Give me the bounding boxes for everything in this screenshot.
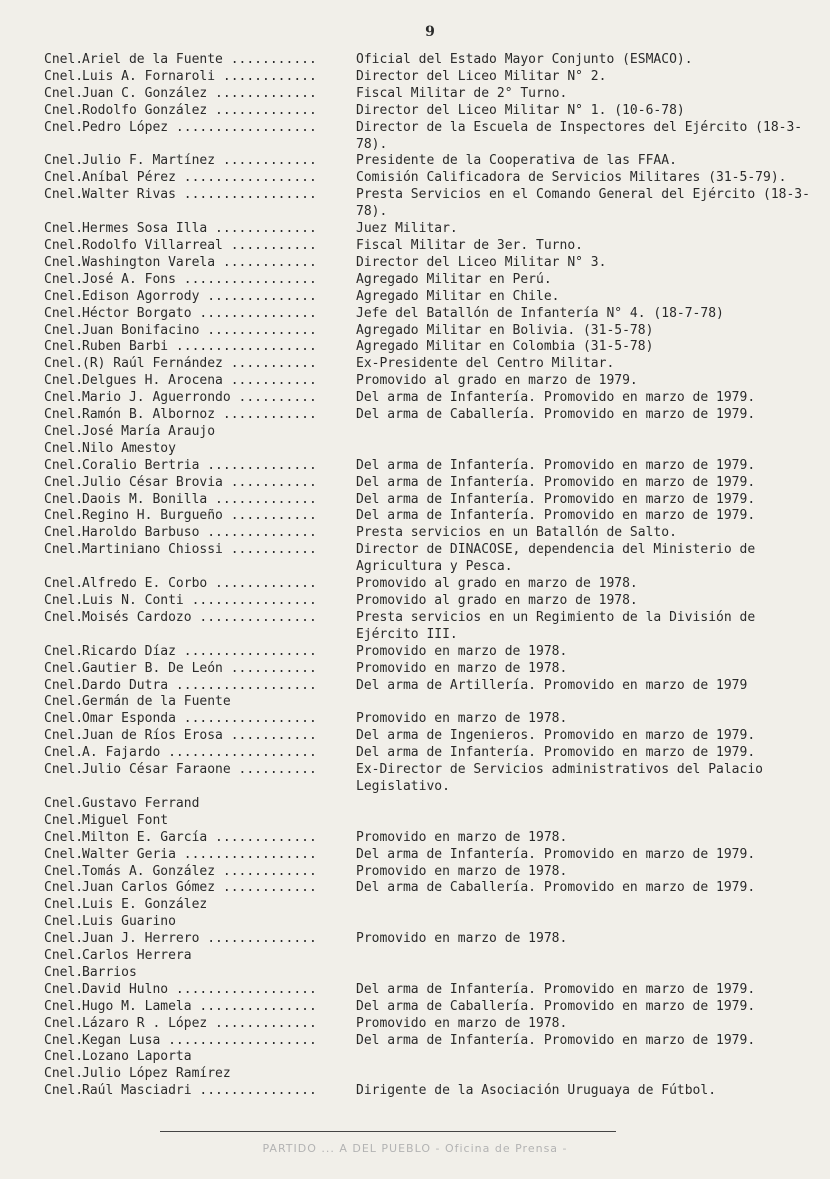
officer-position: Oficial del Estado Mayor Conjunto (ESMACO). xyxy=(356,52,693,67)
officer-name: Rodolfo González ............. xyxy=(82,102,317,118)
officer-name: Juan Carlos Gómez ............ xyxy=(82,880,317,896)
rank-label: Cnel. xyxy=(44,948,84,964)
list-item xyxy=(44,441,816,458)
officer-position: Presta servicios en un Batallón de Salto. xyxy=(356,525,677,541)
officer-position: Del arma de Caballería. Promovido en marzo de 1979. xyxy=(356,407,756,423)
officer-position: Presta servicios en un Regimiento de la División de Ejército III. xyxy=(356,609,756,642)
list-item xyxy=(44,424,816,441)
officer-name: Ramón B. Albornoz ............ xyxy=(82,407,317,423)
officer-position: Agregado Militar en Colombia (31-5-78) xyxy=(356,339,654,355)
footer-rule xyxy=(160,1131,616,1132)
officer-position: Agregado Militar en Bolivia. (31-5-78) xyxy=(356,322,654,338)
list-item xyxy=(44,644,816,661)
officer-name: José María Araujo xyxy=(82,423,216,439)
officer-name: Luis E. González xyxy=(82,897,208,913)
rank-label: Cnel. xyxy=(44,356,84,372)
officer-position: Dirigente de la Asociación Uruguaya de Fútbol. xyxy=(356,1083,717,1099)
list-item xyxy=(44,593,816,610)
officer-name: José A. Fons ................. xyxy=(82,271,317,287)
officer-position: Del arma de Infantería. Promovido en marzo de 1979. xyxy=(356,474,756,490)
officer-name: Julio César Faraone .......... xyxy=(82,762,317,778)
list-item xyxy=(44,678,816,695)
officer-name: Aníbal Pérez ................. xyxy=(82,170,317,186)
officer-name: Hermes Sosa Illa ............. xyxy=(82,221,317,237)
officer-position: Ex-Presidente del Centro Militar. xyxy=(356,356,615,372)
officer-name: Mario J. Aguerrondo .......... xyxy=(82,390,317,406)
list-item xyxy=(44,458,816,475)
officer-position: Del arma de Infantería. Promovido en marzo de 1979. xyxy=(356,508,756,524)
list-item xyxy=(44,813,816,830)
rank-label: Cnel. xyxy=(44,677,84,693)
rank-label: Cnel. xyxy=(44,322,84,338)
list-item xyxy=(44,120,816,154)
list-item xyxy=(44,1016,816,1033)
rank-label: Cnel. xyxy=(44,153,84,169)
officer-name: Nilo Amestoy xyxy=(82,440,176,456)
list-item xyxy=(44,407,816,424)
officer-name: Juan C. González ............. xyxy=(82,85,317,101)
officer-position: Director de la Escuela de Inspectores del Ejército (18-3-78). xyxy=(356,119,803,152)
officer-position: Comisión Calificadora de Servicios Militares (31-5-79). xyxy=(356,170,787,186)
list-item xyxy=(44,711,816,728)
officer-position: Fiscal Militar de 3er. Turno. xyxy=(356,237,583,253)
list-item xyxy=(44,864,816,881)
list-item xyxy=(44,86,816,103)
rank-label: Cnel. xyxy=(44,373,84,389)
officer-position: Promovido en marzo de 1978. xyxy=(356,643,568,659)
officer-position xyxy=(356,897,816,914)
officer-position: Fiscal Militar de 2° Turno. xyxy=(356,85,568,101)
officer-position: Director del Liceo Militar N° 2. xyxy=(356,68,607,84)
rank-label: Cnel. xyxy=(44,643,84,659)
list-item xyxy=(44,542,816,576)
rank-label: Cnel. xyxy=(44,846,84,862)
officer-name: Alfredo E. Corbo ............. xyxy=(82,576,317,592)
officer-name: Coralio Bertria .............. xyxy=(82,457,317,473)
officer-position: Del arma de Infantería. Promovido en marzo de 1979. xyxy=(356,457,756,473)
officer-position: Del arma de Infantería. Promovido en marzo de 1979. xyxy=(356,846,756,862)
officer-name: Gautier B. De León ........... xyxy=(82,660,317,676)
rank-label: Cnel. xyxy=(44,863,84,879)
list-item xyxy=(44,931,816,948)
rank-label: Cnel. xyxy=(44,745,84,761)
rank-label: Cnel. xyxy=(44,102,84,118)
officer-position: Promovido en marzo de 1978. xyxy=(356,1015,568,1031)
list-item xyxy=(44,847,816,864)
list-item xyxy=(44,272,816,289)
officer-position: Director del Liceo Militar N° 3. xyxy=(356,254,607,270)
list-item xyxy=(44,475,816,492)
rank-label: Cnel. xyxy=(44,1066,84,1082)
rank-label: Cnel. xyxy=(44,897,84,913)
officer-position: Promovido en marzo de 1978. xyxy=(356,863,568,879)
officer-name: Juan J. Herrero .............. xyxy=(82,931,317,947)
officer-position: Del arma de Caballería. Promovido en marzo de 1979. xyxy=(356,998,756,1014)
officer-position: Presidente de la Cooperativa de las FFAA. xyxy=(356,153,677,169)
rank-label: Cnel. xyxy=(44,931,84,947)
rank-label: Cnel. xyxy=(44,271,84,287)
list-item xyxy=(44,1083,816,1100)
rank-label: Cnel. xyxy=(44,914,84,930)
list-item xyxy=(44,999,816,1016)
officer-name: Barrios xyxy=(82,964,137,980)
list-item xyxy=(44,897,816,914)
rank-label: Cnel. xyxy=(44,576,84,592)
rank-label: Cnel. xyxy=(44,1015,84,1031)
officer-name: Ruben Barbi .................. xyxy=(82,339,317,355)
officer-name: Haroldo Barbuso .............. xyxy=(82,525,317,541)
list-item xyxy=(44,508,816,525)
officer-name: Edison Agorrody .............. xyxy=(82,288,317,304)
officer-position: Del arma de Infantería. Promovido en marzo de 1979. xyxy=(356,491,756,507)
officer-name: Hugo M. Lamela ............... xyxy=(82,998,317,1014)
list-item xyxy=(44,728,816,745)
officer-name: Germán de la Fuente xyxy=(82,694,231,710)
rank-label: Cnel. xyxy=(44,187,84,203)
list-item xyxy=(44,373,816,390)
officer-name: David Hulno .................. xyxy=(82,981,317,997)
officer-name: Lázaro R . López ............. xyxy=(82,1015,317,1031)
rank-label: Cnel. xyxy=(44,440,84,456)
list-item xyxy=(44,830,816,847)
list-item xyxy=(44,745,816,762)
officer-name: Miguel Font xyxy=(82,812,169,828)
rank-label: Cnel. xyxy=(44,525,84,541)
rank-label: Cnel. xyxy=(44,85,84,101)
officer-position: Promovido en marzo de 1978. xyxy=(356,931,568,947)
officer-name: Luis Guarino xyxy=(82,914,176,930)
officer-name: Rodolfo Villarreal ........... xyxy=(82,237,317,253)
officer-position: Ex-Director de Servicios administrativos del Palacio Legislativo. xyxy=(356,762,763,794)
list-item xyxy=(44,610,816,644)
rank-label: Cnel. xyxy=(44,170,84,186)
officer-name: Julio López Ramírez xyxy=(82,1066,231,1082)
officer-name: Ricardo Díaz ................. xyxy=(82,643,317,659)
officer-position xyxy=(356,1066,816,1083)
officer-name: Lozano Laporta xyxy=(82,1049,192,1065)
page-number: 9 xyxy=(425,24,435,40)
officer-name: A. Fajardo ................... xyxy=(82,745,317,761)
officer-name: Carlos Herrera xyxy=(82,948,192,964)
officer-name: Washington Varela ............ xyxy=(82,254,317,270)
officer-name: Dardo Dutra .................. xyxy=(82,677,317,693)
officer-name: Moisés Cardozo ............... xyxy=(82,609,317,625)
officer-position xyxy=(356,796,816,813)
rank-label: Cnel. xyxy=(44,288,84,304)
rank-label: Cnel. xyxy=(44,711,84,727)
officer-position xyxy=(356,813,816,830)
list-item xyxy=(44,796,816,813)
officer-position: Del arma de Infantería. Promovido en marzo de 1979. xyxy=(356,981,756,997)
officer-position: Del arma de Caballería. Promovido en marzo de 1979. xyxy=(356,880,756,896)
rank-label: Cnel. xyxy=(44,762,84,778)
officer-name: (R) Raúl Fernández ........... xyxy=(82,356,317,372)
list-item xyxy=(44,576,816,593)
officer-position xyxy=(356,441,816,458)
list-item xyxy=(44,356,816,373)
officer-name: Delgues H. Arocena ........... xyxy=(82,373,317,389)
list-item xyxy=(44,238,816,255)
list-item xyxy=(44,323,816,340)
list-item xyxy=(44,390,816,407)
officer-position xyxy=(356,694,816,711)
list-item xyxy=(44,103,816,120)
officer-position xyxy=(356,914,816,931)
officer-name: Gustavo Ferrand xyxy=(82,795,200,811)
officer-name: Ariel de la Fuente ........... xyxy=(82,52,317,67)
officer-position xyxy=(356,424,816,441)
rank-label: Cnel. xyxy=(44,305,84,321)
list-item xyxy=(44,187,816,221)
list-item xyxy=(44,694,816,711)
list-item xyxy=(44,170,816,187)
list-item xyxy=(44,948,816,965)
officer-position: Promovido al grado en marzo de 1978. xyxy=(356,593,638,608)
rank-label: Cnel. xyxy=(44,491,84,507)
rank-label: Cnel. xyxy=(44,474,84,490)
rank-label: Cnel. xyxy=(44,728,84,744)
officer-position: Juez Militar. xyxy=(356,221,458,237)
rank-label: Cnel. xyxy=(44,221,84,237)
officer-name: Walter Geria ................. xyxy=(82,846,317,862)
rank-label: Cnel. xyxy=(44,694,84,710)
rank-label: Cnel. xyxy=(44,981,84,997)
list-item xyxy=(44,221,816,238)
officer-name: Pedro López .................. xyxy=(82,119,317,135)
list-item xyxy=(44,1033,816,1050)
rank-label: Cnel. xyxy=(44,609,84,625)
officer-name: Regino H. Burgueño ........... xyxy=(82,508,317,524)
officer-name: Héctor Borgato ............... xyxy=(82,305,317,321)
rank-label: Cnel. xyxy=(44,542,84,558)
list-item xyxy=(44,914,816,931)
rank-label: Cnel. xyxy=(44,593,84,608)
officer-position: Promovido al grado en marzo de 1978. xyxy=(356,576,638,592)
rank-label: Cnel. xyxy=(44,508,84,524)
officer-position: Promovido en marzo de 1978. xyxy=(356,660,568,676)
officer-name: Raúl Masciadri ............... xyxy=(82,1083,317,1099)
rank-label: Cnel. xyxy=(44,119,84,135)
officer-position: Agregado Militar en Chile. xyxy=(356,288,560,304)
officer-name: Luis N. Conti ................ xyxy=(82,593,317,608)
rank-label: Cnel. xyxy=(44,880,84,896)
officer-position xyxy=(356,1049,816,1066)
list-item xyxy=(44,965,816,982)
list-item xyxy=(44,880,816,897)
officer-name: Julio César Brovia ........... xyxy=(82,474,317,490)
officer-name: Walter Rivas ................. xyxy=(82,187,317,203)
rank-label: Cnel. xyxy=(44,795,84,811)
officer-position: Del arma de Ingenieros. Promovido en marzo de 1979. xyxy=(356,728,756,744)
list-item xyxy=(44,982,816,999)
list-item xyxy=(44,255,816,272)
officer-position: Del arma de Infantería. Promovido en marzo de 1979. xyxy=(356,745,756,761)
rank-label: Cnel. xyxy=(44,407,84,423)
list-item xyxy=(44,1066,816,1083)
officer-list xyxy=(44,52,816,1100)
officer-name: Omar Esponda ................. xyxy=(82,711,317,727)
officer-name: Juan de Ríos Erosa ........... xyxy=(82,728,317,744)
list-item xyxy=(44,525,816,542)
footer-stamp: PARTIDO ... A DEL PUEBLO - Oficina de Prensa - xyxy=(262,1142,568,1155)
rank-label: Cnel. xyxy=(44,1083,84,1099)
list-item xyxy=(44,339,816,356)
list-item xyxy=(44,153,816,170)
rank-label: Cnel. xyxy=(44,237,84,253)
officer-position: Del arma de Infantería. Promovido en marzo de 1979. xyxy=(356,390,756,406)
officer-position: Jefe del Batallón de Infantería N° 4. (18-7-78) xyxy=(356,305,724,321)
rank-label: Cnel. xyxy=(44,1049,84,1065)
officer-position: Presta Servicios en el Comando General del Ejército (18-3-78). xyxy=(356,187,810,220)
officer-name: Tomás A. González ............ xyxy=(82,863,317,879)
officer-position: Promovido en marzo de 1978. xyxy=(356,829,568,845)
officer-name: Martiniano Chiossi ........... xyxy=(82,542,317,558)
rank-label: Cnel. xyxy=(44,660,84,676)
list-item xyxy=(44,661,816,678)
officer-name: Juan Bonifacino .............. xyxy=(82,322,317,338)
list-item xyxy=(44,762,816,796)
officer-position: Promovido al grado en marzo de 1979. xyxy=(356,373,638,389)
officer-name: Julio F. Martínez ............ xyxy=(82,153,317,169)
rank-label: Cnel. xyxy=(44,829,84,845)
rank-label: Cnel. xyxy=(44,812,84,828)
rank-label: Cnel. xyxy=(44,457,84,473)
rank-label: Cnel. xyxy=(44,1032,84,1048)
list-item xyxy=(44,1049,816,1066)
rank-label: Cnel. xyxy=(44,68,84,84)
list-item xyxy=(44,492,816,509)
officer-position: Del arma de Artillería. Promovido en marzo de 1979 xyxy=(356,677,748,693)
officer-name: Kegan Lusa ................... xyxy=(82,1032,317,1048)
rank-label: Cnel. xyxy=(44,254,84,270)
rank-label: Cnel. xyxy=(44,423,84,439)
officer-name: Daois M. Bonilla ............. xyxy=(82,491,317,507)
list-item xyxy=(44,52,816,69)
officer-position xyxy=(356,965,816,982)
officer-name: Luis A. Fornaroli ............ xyxy=(82,68,317,84)
rank-label: Cnel. xyxy=(44,52,84,67)
list-item xyxy=(44,289,816,306)
officer-position: Director del Liceo Militar N° 1. (10-6-78) xyxy=(356,102,685,118)
officer-position: Del arma de Infantería. Promovido en marzo de 1979. xyxy=(356,1032,756,1048)
list-item xyxy=(44,306,816,323)
officer-name: Milton E. García ............. xyxy=(82,829,317,845)
list-item xyxy=(44,69,816,86)
officer-position xyxy=(356,948,816,965)
rank-label: Cnel. xyxy=(44,339,84,355)
rank-label: Cnel. xyxy=(44,390,84,406)
rank-label: Cnel. xyxy=(44,998,84,1014)
officer-position: Director de DINACOSE, dependencia del Ministerio de Agricultura y Pesca. xyxy=(356,542,756,575)
officer-position: Agregado Militar en Perú. xyxy=(356,271,552,287)
officer-position: Promovido en marzo de 1978. xyxy=(356,711,568,727)
rank-label: Cnel. xyxy=(44,964,84,980)
